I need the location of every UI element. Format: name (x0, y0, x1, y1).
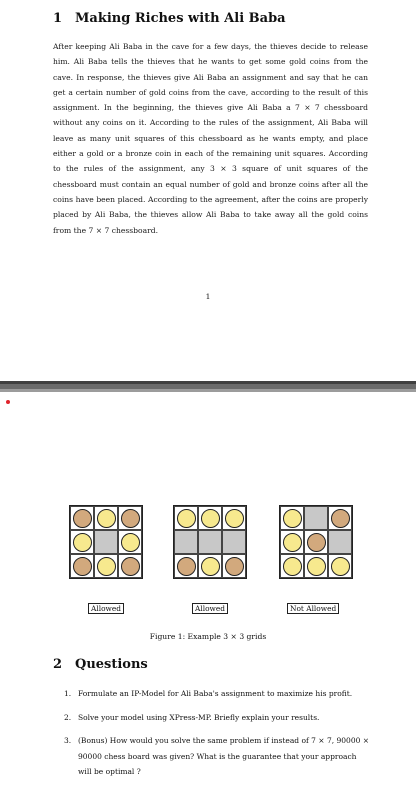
empty-square (222, 530, 246, 554)
section-1-heading (53, 11, 286, 26)
gold-coin (331, 557, 350, 576)
gold-coin (283, 533, 302, 552)
gold-coin (283, 509, 302, 528)
question-item (64, 686, 370, 702)
bronze-coin (331, 509, 350, 528)
example-grid-3 (280, 506, 352, 578)
bronze-coin (121, 557, 140, 576)
board-square (280, 506, 304, 530)
empty-square (94, 530, 118, 554)
board-square (328, 506, 352, 530)
board-square (280, 554, 304, 578)
section-2-heading (53, 657, 148, 672)
board-square (70, 506, 94, 530)
gold-coin (283, 557, 302, 576)
empty-square (304, 506, 328, 530)
gold-coin (97, 557, 116, 576)
question-text: (Bonus) How would you solve the same problem if instead of 7 × 7, 90000 × 90000 chess board was given? What is the guarantee that your approach will be optimal ? (78, 736, 370, 776)
section-1-number: 1 (53, 11, 63, 26)
section-1-title: Making Riches with Ali Baba (75, 11, 286, 26)
board-square (198, 506, 222, 530)
board-square (118, 554, 142, 578)
page-separator (0, 381, 416, 392)
board-square (70, 530, 94, 554)
example-grid-1 (70, 506, 142, 578)
board-square (280, 530, 304, 554)
bronze-coin (225, 557, 244, 576)
grid-1-label: Allowed (88, 603, 124, 614)
grid-3-label: Not Allowed (287, 603, 339, 614)
section-2-title: Questions (75, 657, 148, 672)
question-list (64, 686, 370, 788)
gold-coin (225, 509, 244, 528)
document-page-2 (0, 392, 416, 787)
example-grid-2 (174, 506, 246, 578)
bronze-coin (73, 557, 92, 576)
document-page-1 (0, 0, 416, 381)
grid-2-label: Allowed (192, 603, 228, 614)
gold-coin (177, 509, 196, 528)
question-number: 3. (64, 736, 72, 745)
gold-coin (97, 509, 116, 528)
question-text: Solve your model using XPress-MP. Briefly explain your results. (78, 712, 320, 722)
board-square (94, 506, 118, 530)
gold-coin (201, 509, 220, 528)
figure-caption: Figure 1: Example 3 × 3 grids (149, 632, 267, 641)
question-number: 2. (64, 712, 72, 722)
board-square (304, 530, 328, 554)
question-item (64, 733, 370, 780)
board-square (174, 506, 198, 530)
intro-paragraph: After keeping Ali Baba in the cave for a few days, the thieves decide to release him. Ali Baba tells the thieves that he wants to get some gold coins from the cave. In response, the thieves give Ali Baba an assignment and say that he can get a certain number of gold coins from the cave, according to the result of this assignment. In the beginning, the thieves give Ali Baba a 7 × 7 chessboard without any coins on it. According to the rules of the assignment, Ali Baba will leave as many unit squares of this chessboard as he wants empty, and place either a gold or a bronze coin in each of the remaining unit squares. According to the rules of the assignment, any 3 × 3 square of unit squares of the chessboard must contain an equal number of gold and bronze coins after all the coins have been placed. According to the agreement, after the coins are properly placed by Ali Baba, the thieves allow Ali Baba to take away all the gold coins from the 7 × 7 chessboard. (53, 42, 368, 235)
empty-square (328, 530, 352, 554)
board-square (304, 554, 328, 578)
gold-coin (121, 533, 140, 552)
board-square (328, 554, 352, 578)
gold-coin (73, 533, 92, 552)
bronze-coin (73, 509, 92, 528)
question-item (64, 710, 370, 726)
empty-square (174, 530, 198, 554)
question-number: 1. (64, 689, 72, 698)
section-2-number: 2 (53, 657, 63, 672)
board-square (118, 530, 142, 554)
red-dot-marker (6, 400, 10, 404)
page-number: 1 (205, 292, 211, 301)
bronze-coin (307, 533, 326, 552)
bronze-coin (177, 557, 196, 576)
board-square (174, 554, 198, 578)
board-square (118, 506, 142, 530)
board-square (198, 554, 222, 578)
gold-coin (307, 557, 326, 576)
gold-coin (201, 557, 220, 576)
empty-square (198, 530, 222, 554)
bronze-coin (121, 509, 140, 528)
board-square (222, 506, 246, 530)
question-text: Formulate an IP-Model for Ali Baba's assignment to maximize his profit. (78, 689, 353, 698)
board-square (70, 554, 94, 578)
board-square (94, 554, 118, 578)
board-square (222, 554, 246, 578)
